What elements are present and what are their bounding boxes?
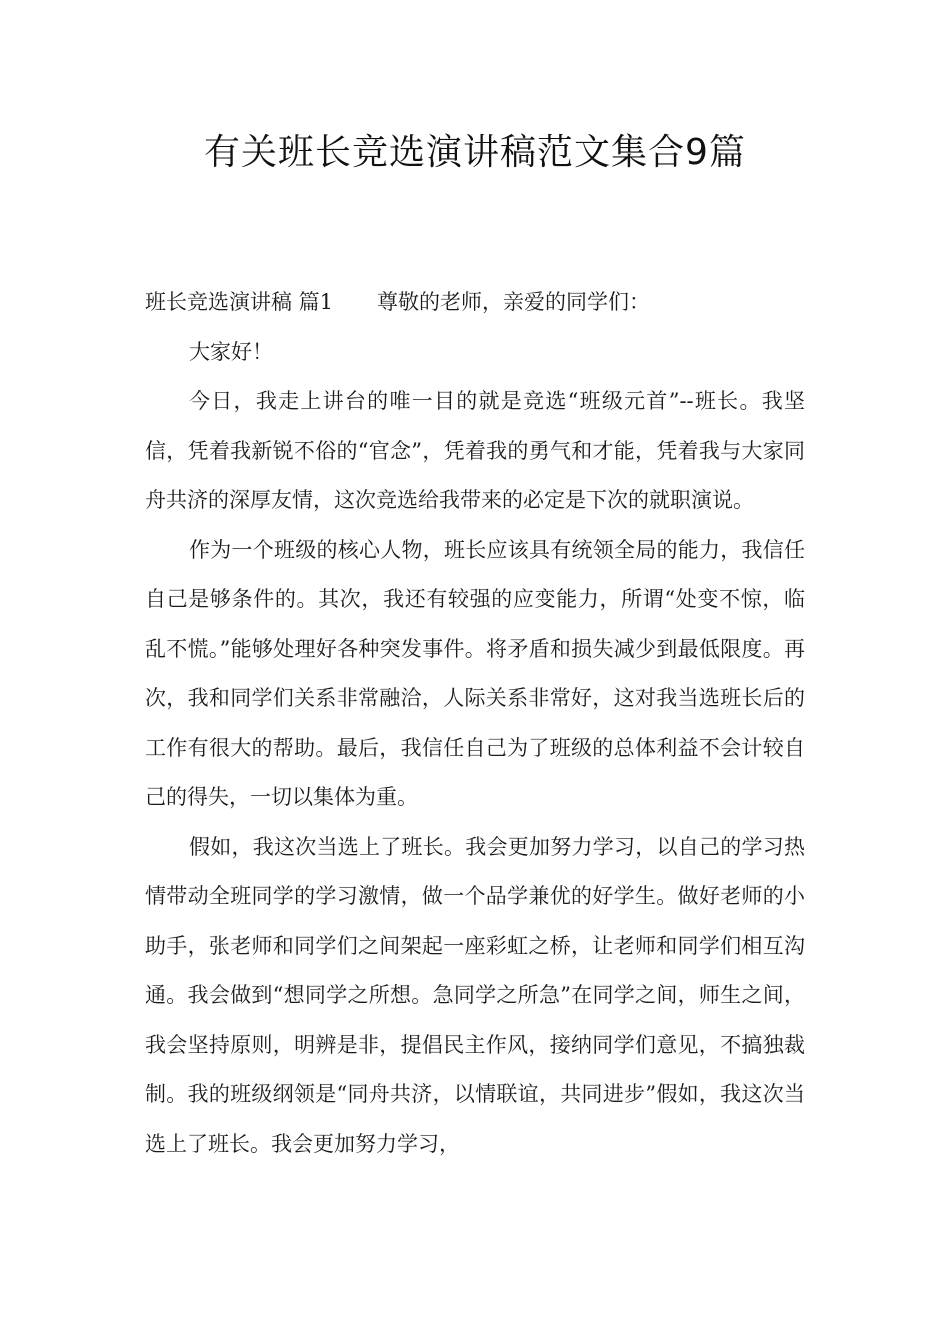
paragraph: 作为一个班级的核心人物，班长应该具有统领全局的能力，我信任自己是够条件的。其次，我还有较强的应变能力，所谓“处变不惊，临乱不慌。”能够处理好各种突发事件。将矛盾和损失减少到最低限度。再次，我和同学们关系非常融洽，人际关系非常好，这对我当选班长后的工作有很大的帮助。最后，我信任自己为了班级的总体利益不会计较自己的得失，一切以集体为重。	[145, 537, 805, 809]
document-body	[145, 278, 805, 1169]
section-heading: 班长竞选演讲稿 篇1	[145, 290, 334, 314]
document-title: 有关班长竞选演讲稿范文集合9篇	[204, 132, 746, 173]
paragraph: 大家好！	[189, 339, 273, 364]
paragraph: 今日，我走上讲台的唯一目的就是竞选“班级元首”--班长。我坚信，凭着我新锐不俗的“官念”，凭着我的勇气和才能，凭着我与大家同舟共济的深厚友情，这次竞选给我带来的必定是下次的就职演说。	[145, 389, 805, 512]
paragraph: 假如，我这次当选上了班长。我会更加努力学习，以自己的学习热情带动全班同学的学习激情，做一个品学兼优的好学生。做好老师的小助手，张老师和同学们之间架起一座彩虹之桥，让老师和同学们相互沟通。我会做到“想同学之所想。急同学之所急”在同学之间，师生之间，我会坚持原则，明辨是非，提倡民主作风，接纳同学们意见，不搞独裁制。我的班级纲领是“同舟共济，以情联谊，共同进步”假如，我这次当选上了班长。我会更加努力学习，	[145, 834, 805, 1156]
salutation: 尊敬的老师，亲爱的同学们：	[377, 290, 651, 314]
intro-line	[145, 278, 805, 328]
